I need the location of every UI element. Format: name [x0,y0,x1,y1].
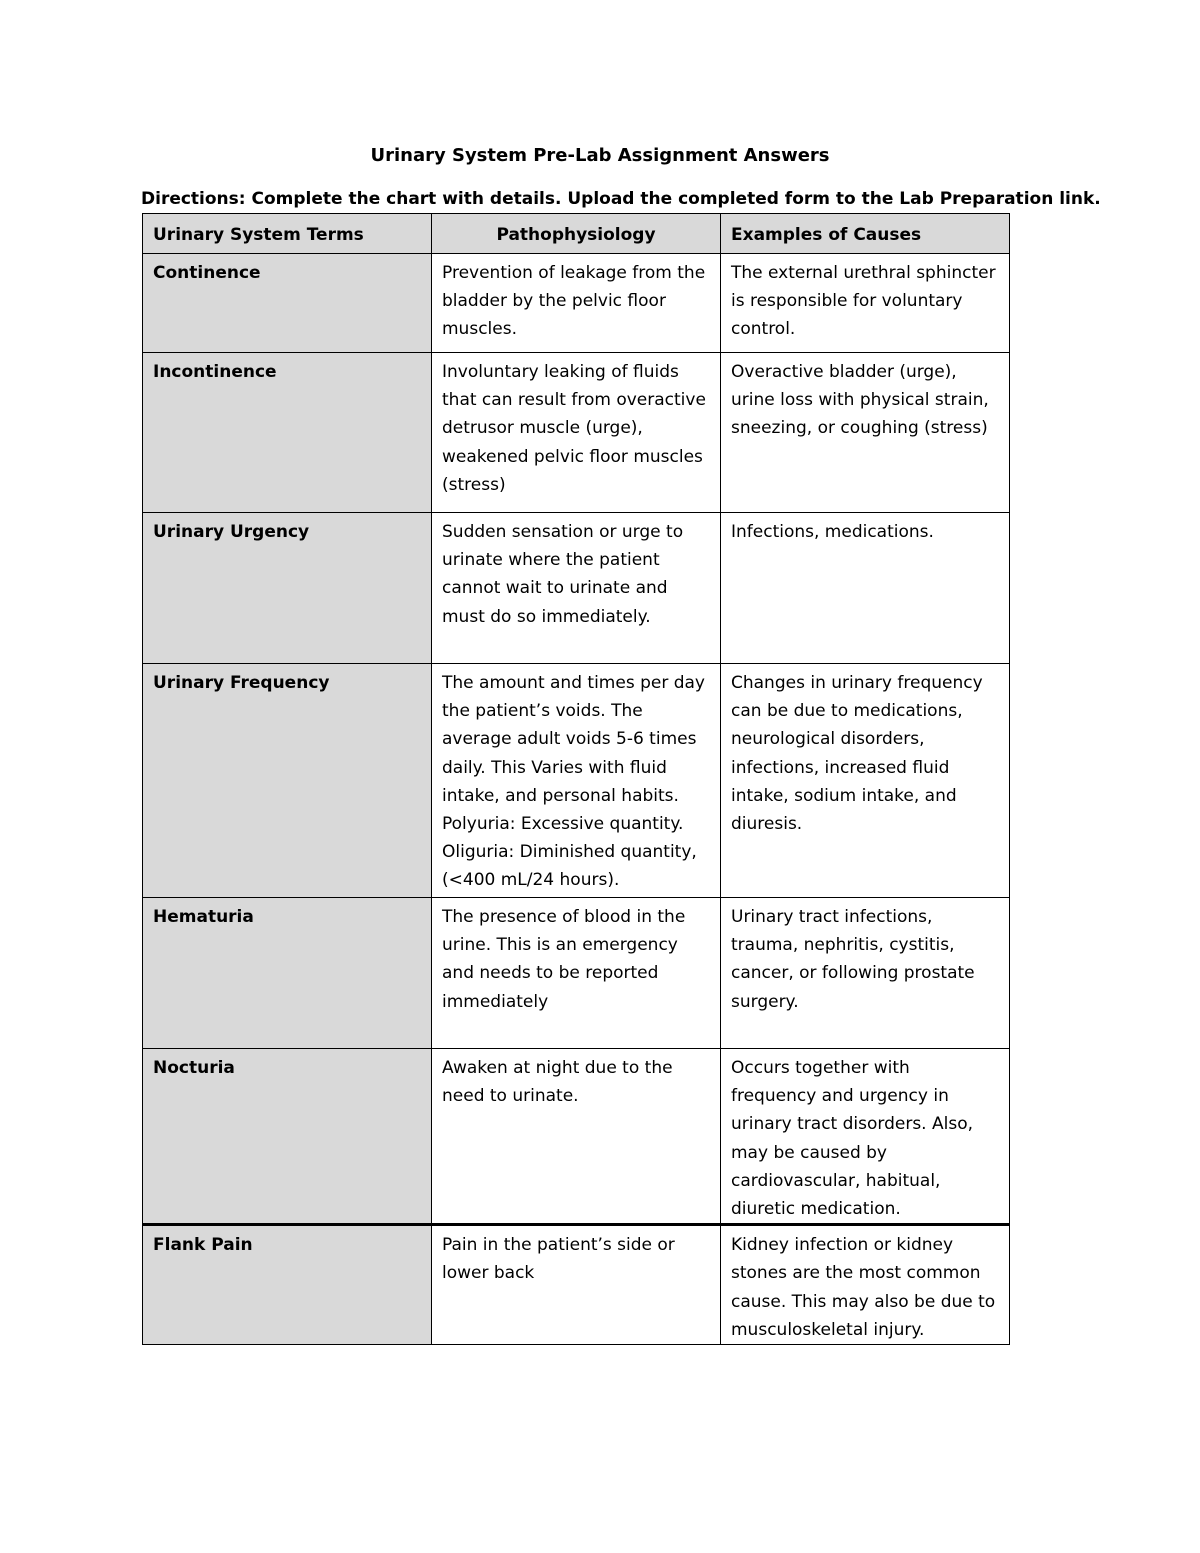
term-cell: Incontinence [143,353,432,513]
term-cell: Urinary Frequency [143,664,432,898]
table-row [143,1049,1010,1225]
causes-cell: Infections, medications. [721,513,1010,664]
table-row [143,513,1010,664]
causes-cell: Urinary tract infections, trauma, nephritis, cystitis, cancer, or following prostate surgery. [721,898,1010,1049]
pathophysiology-cell: Pain in the patient’s side or lower back [432,1225,721,1345]
term-cell: Hematuria [143,898,432,1049]
causes-cell: Kidney infection or kidney stones are the most common cause. This may also be due to musculoskeletal injury. [721,1225,1010,1345]
pathophysiology-cell: Involuntary leaking of fluids that can result from overactive detrusor muscle (urge), weakened pelvic floor muscles (stress) [432,353,721,513]
table-row [143,353,1010,513]
table-row [143,664,1010,898]
pathophysiology-cell: Awaken at night due to the need to urinate. [432,1049,721,1225]
causes-cell: Occurs together with frequency and urgency in urinary tract disorders. Also, may be caused by cardiovascular, habitual, diuretic medication. [721,1049,1010,1225]
pathophysiology-cell: The amount and times per day the patient’s voids. The average adult voids 5-6 times daily. This Varies with fluid intake, and personal habits. Polyuria: Excessive quantity. Oliguria: Diminished quantity, (<400 mL/24 hours). [432,664,721,898]
document-title: Urinary System Pre-Lab Assignment Answers [370,145,830,166]
header-pathophysiology: Pathophysiology [432,214,721,254]
table-row [143,898,1010,1049]
causes-cell: Changes in urinary frequency can be due to medications, neurological disorders, infections, increased fluid intake, sodium intake, and diuresis. [721,664,1010,898]
header-causes: Examples of Causes [721,214,1010,254]
table-row [143,1225,1010,1345]
term-cell: Continence [143,254,432,353]
pathophysiology-cell: Sudden sensation or urge to urinate where the patient cannot wait to urinate and must do so immediately. [432,513,721,664]
urinary-terms-table [142,213,1010,1345]
term-cell: Urinary Urgency [143,513,432,664]
table-row [143,254,1010,353]
term-cell: Nocturia [143,1049,432,1225]
causes-cell: Overactive bladder (urge), urine loss with physical strain, sneezing, or coughing (stress) [721,353,1010,513]
header-terms: Urinary System Terms [143,214,432,254]
pathophysiology-cell: The presence of blood in the urine. This is an emergency and needs to be reported immediately [432,898,721,1049]
term-cell: Flank Pain [143,1225,432,1345]
directions-text: Directions: Complete the chart with details. Upload the completed form to the Lab Preparation link. [141,189,1101,209]
table-header-row [143,214,1010,254]
causes-cell: The external urethral sphincter is responsible for voluntary control. [721,254,1010,353]
pathophysiology-cell: Prevention of leakage from the bladder by the pelvic floor muscles. [432,254,721,353]
